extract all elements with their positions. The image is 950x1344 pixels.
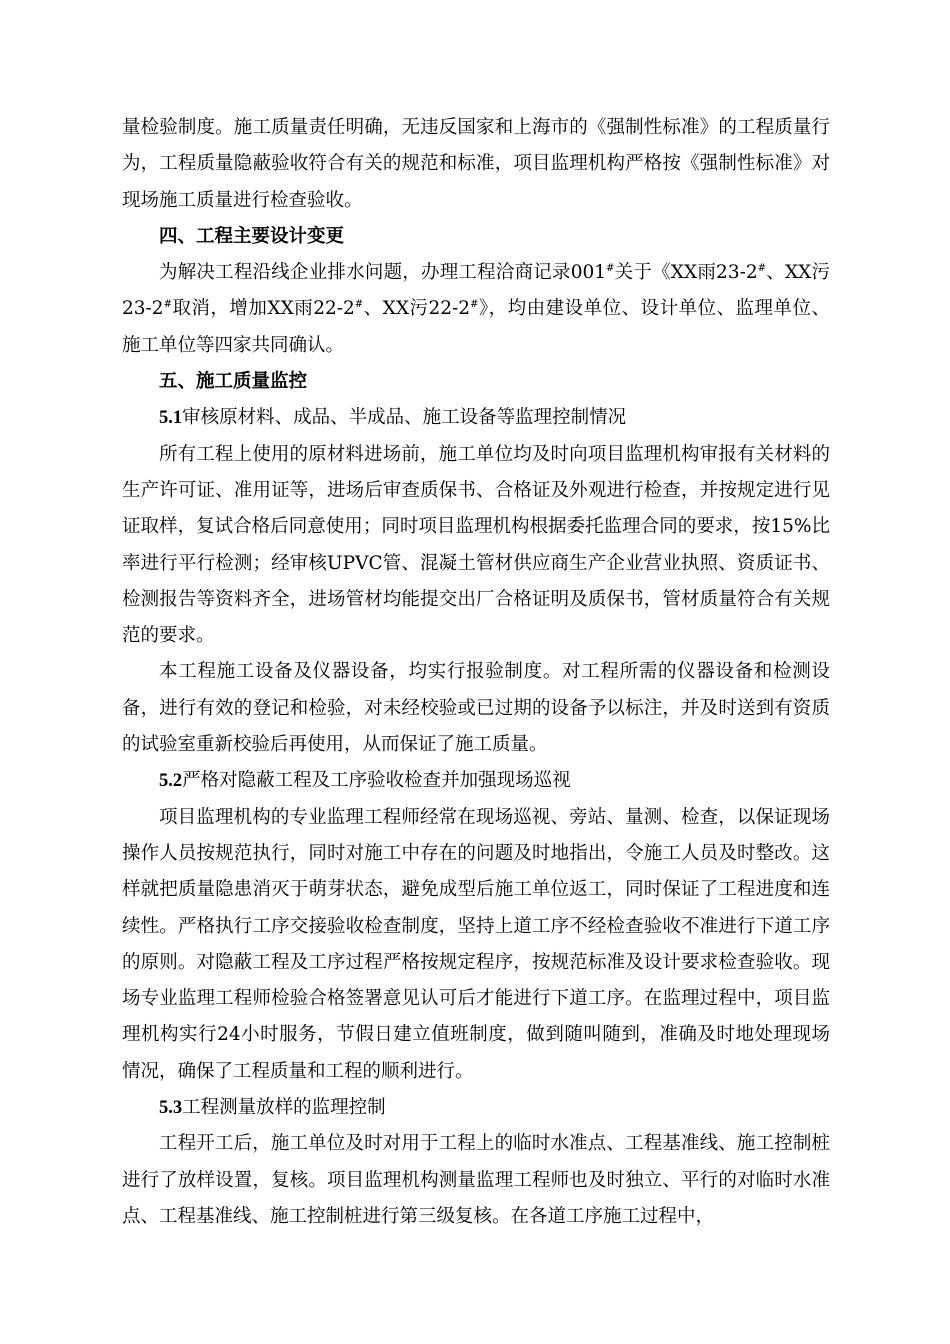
change-sup-3: #: [163, 299, 172, 311]
change-text-2: 关于《XX雨23-2: [614, 262, 758, 284]
change-sup-2: #: [757, 263, 767, 275]
section-heading-design-changes: 四、工程主要设计变更: [159, 225, 345, 247]
paragraph-material-review: 所有工程上使用的原材料进场前，施工单位均及时向项目监理机构审报有关材料的生产许可证、准用证等，进场后审查质保书、合格证及外观进行检查，并按规定进行见证取样，复试合格后同意使用；同时项目监理机构根据委托监理合同的要求，按15%比率进行平行检测；经审核UPVC管、混凝土管材供应商生产企业营业执照、资质证书、检测报告等资料齐全，进场管材均能提交出厂合格证明及质保书，管材质量符合有关规范的要求。: [122, 443, 830, 647]
subsection-number-5-3: 5.3: [159, 1098, 183, 1119]
subsection-title-5-1: 审核原材料、成品、半成品、施工设备等监理控制情况: [182, 407, 627, 429]
subsection-heading-5-2: [122, 763, 830, 799]
paragraph-survey-control: 工程开工后，施工单位及时对用于工程上的临时水准点、工程基准线、施工控制桩进行了放样设置，复核。项目监理机构测量监理工程师也及时独立、平行的对临时水准点、工程基准线、施工控制桩进行第三级复核。在各道工序施工过程中，: [122, 1133, 830, 1227]
change-text-1: 为解决工程沿线企业排水问题，办理工程洽商记录001: [159, 262, 607, 284]
subsection-heading-5-3: [122, 1090, 830, 1126]
section-heading-quality-monitoring: 五、施工质量监控: [159, 371, 308, 393]
paragraph-equipment-inspection: 本工程施工设备及仪器设备，均实行报验制度。对工程所需的仪器设备和检测设备，进行有效的登记和检验，对未经校验或已过期的设备予以标注，并及时送到有资质的试验室重新校验后再使用，从而保证了施工质量。: [122, 661, 830, 756]
paragraph-design-change: [122, 255, 830, 364]
change-text-3: 、XX污23-2: [122, 262, 830, 320]
paragraph-quality-system: 量检验制度。施工质量责任明确，无违反国家和上海市的《强制性标准》的工程质量行为，工程质量隐蔽验收符合有关的规范和标准，项目监理机构严格按《强制性标准》对现场施工质量进行检查验收。: [122, 117, 830, 211]
subsection-number-5-2: 5.2: [159, 771, 183, 792]
subsection-heading-5-1: [122, 400, 830, 436]
document-body: [122, 110, 830, 1235]
subsection-title-5-2: 严格对隐蔽工程及工序验收检查并加强现场巡视: [182, 770, 571, 792]
change-text-6: 》，均由建设单位、设计单位、监理单位、施工单位等四家共同确认。: [122, 298, 830, 356]
change-text-5: 、XX污22-2: [363, 298, 471, 320]
subsection-title-5-3: 工程测量放样的监理控制: [182, 1097, 386, 1119]
change-text-4: 取消，增加XX雨22-2: [171, 298, 355, 320]
paragraph-site-inspection: 项目监理机构的专业监理工程师经常在现场巡视、旁站、量测、检查，以保证现场操作人员按规范执行，同时对施工中存在的问题及时地指出，令施工人员及时整改。这样就把质量隐患消灭于萌芽状态，避免成型后施工单位返工，同时保证了工程进度和连续性。严格执行工序交接验收检查制度，坚持上道工序不经检查验收不准进行下道工序的原则。对隐蔽工程及工序过程严格按规定程序，按规范标准及设计要求检查验收。现场专业监理工程师检验合格签署意见认可后才能进行下道工序。在监理过程中，项目监理机构实行24小时服务，节假日建立值班制度，做到随叫随到，准确及时地处理现场情况，确保了工程质量和工程的顺利进行。: [122, 806, 830, 1082]
change-sup-5: #: [470, 299, 479, 311]
change-sup-4: #: [354, 299, 364, 311]
subsection-number-5-1: 5.1: [159, 408, 183, 429]
change-sup-1: #: [606, 263, 615, 275]
